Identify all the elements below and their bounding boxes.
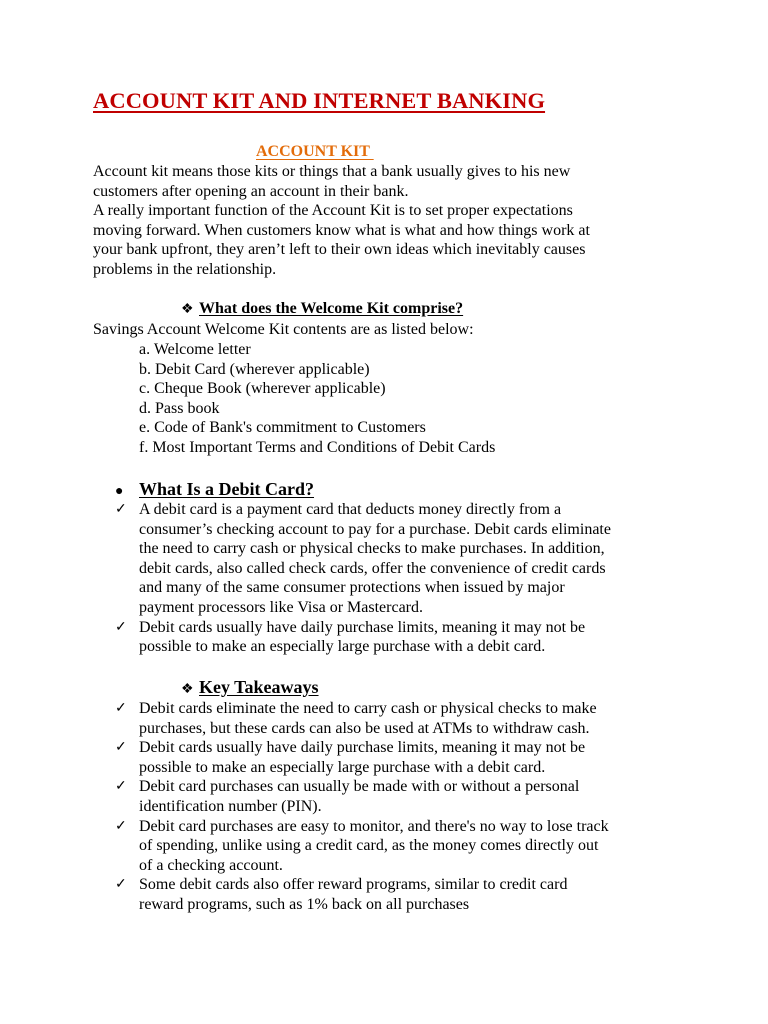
list-item — [115, 875, 609, 914]
debit-card-points — [115, 500, 611, 657]
four-diamond-bullet-icon: ❖ — [181, 682, 194, 697]
text-line: Debit cards usually have daily purchase limits, meaning it may not be — [139, 618, 586, 636]
section-title-account-kit: ACCOUNT KIT — [256, 143, 374, 160]
welcome-kit-heading-text: What does the Welcome Kit comprise? — [199, 300, 464, 317]
page-title: ACCOUNT KIT AND INTERNET BANKING — [93, 88, 546, 113]
checkmark-icon: ✓ — [115, 818, 127, 834]
text-line: problems in the relationship. — [93, 260, 277, 278]
text-line: Debit cards eliminate the need to carry cash or physical checks to make — [139, 700, 597, 717]
round-bullet-icon: ● — [115, 484, 124, 499]
text-line: Debit cards usually have daily purchase limits, meaning it may not be — [139, 739, 586, 757]
list-item — [115, 777, 609, 816]
four-diamond-bullet-icon: ❖ — [181, 302, 194, 317]
text-line: purchases, but these cards can also be used at ATMs to withdraw cash. — [139, 719, 590, 737]
list-item: f. Most Important Terms and Conditions of Debit Cards — [139, 438, 496, 456]
list-item: a. Welcome letter — [139, 341, 251, 358]
list-item — [115, 699, 609, 738]
key-takeaways-heading — [181, 677, 319, 698]
checkmark-icon: ✓ — [115, 701, 127, 716]
text-line: reward programs, such as 1% back on all purchases — [139, 895, 470, 913]
text-line: customers after opening an account in their bank. — [93, 182, 409, 200]
text-line: of a checking account. — [139, 856, 283, 874]
text-line: possible to make an especially large purchase with a debit card. — [139, 758, 546, 776]
checkmark-icon: ✓ — [115, 779, 127, 795]
welcome-kit-heading — [181, 300, 463, 318]
list-item: b. Debit Card (wherever applicable) — [139, 360, 370, 378]
text-line: Some debit cards also offer reward programs, similar to credit card — [139, 876, 568, 894]
welcome-kit-lead: Savings Account Welcome Kit contents are as listed below: — [93, 321, 474, 338]
text-line: A really important function of the Account Kit is to set proper expectations — [93, 202, 573, 220]
list-item — [115, 618, 611, 657]
text-line: your bank upfront, they aren’t left to their own ideas which inevitably causes — [93, 241, 586, 259]
text-line: Debit card purchases can usually be made with or without a personal — [139, 778, 580, 796]
text-line: debit cards, also called check cards, offer the convenience of credit cards — [139, 559, 606, 577]
text-line: A debit card is a payment card that deducts money directly from a — [139, 501, 562, 518]
key-takeaways-points — [115, 699, 609, 915]
list-item: d. Pass book — [139, 399, 220, 417]
text-line: possible to make an especially large purchase with a debit card. — [139, 638, 546, 656]
intro-paragraph — [93, 162, 673, 280]
debit-card-heading — [115, 479, 314, 500]
list-item: c. Cheque Book (wherever applicable) — [139, 380, 386, 397]
checkmark-icon: ✓ — [115, 740, 127, 756]
text-line: moving forward. When customers know what is what and how things work at — [93, 221, 590, 239]
list-item — [115, 817, 609, 876]
text-line: and many of the same consumer protections when issued by major — [139, 579, 565, 597]
text-line: of spending, unlike using a credit card, as the money comes directly out — [139, 837, 599, 855]
text-line: consumer’s checking account to pay for a purchase. Debit cards eliminate — [139, 520, 611, 538]
text-line: the need to carry cash or physical checks to make purchases. In addition, — [139, 540, 605, 558]
list-item — [115, 738, 609, 777]
checkmark-icon: ✓ — [115, 502, 127, 517]
text-line: Account kit means those kits or things that a bank usually gives to his new — [93, 163, 571, 180]
text-line: identification number (PIN). — [139, 797, 322, 815]
list-item — [115, 500, 611, 618]
welcome-kit-list — [139, 340, 495, 457]
checkmark-icon: ✓ — [115, 619, 127, 635]
text-line: Debit card purchases are easy to monitor, and there's no way to lose track — [139, 817, 609, 835]
list-item: e. Code of Bank's commitment to Customers — [139, 419, 426, 436]
key-takeaways-heading-text: Key Takeaways — [199, 677, 319, 697]
checkmark-icon: ✓ — [115, 877, 127, 893]
debit-card-heading-text: What Is a Debit Card? — [139, 479, 315, 499]
text-line: payment processors like Visa or Mastercard. — [139, 598, 423, 616]
